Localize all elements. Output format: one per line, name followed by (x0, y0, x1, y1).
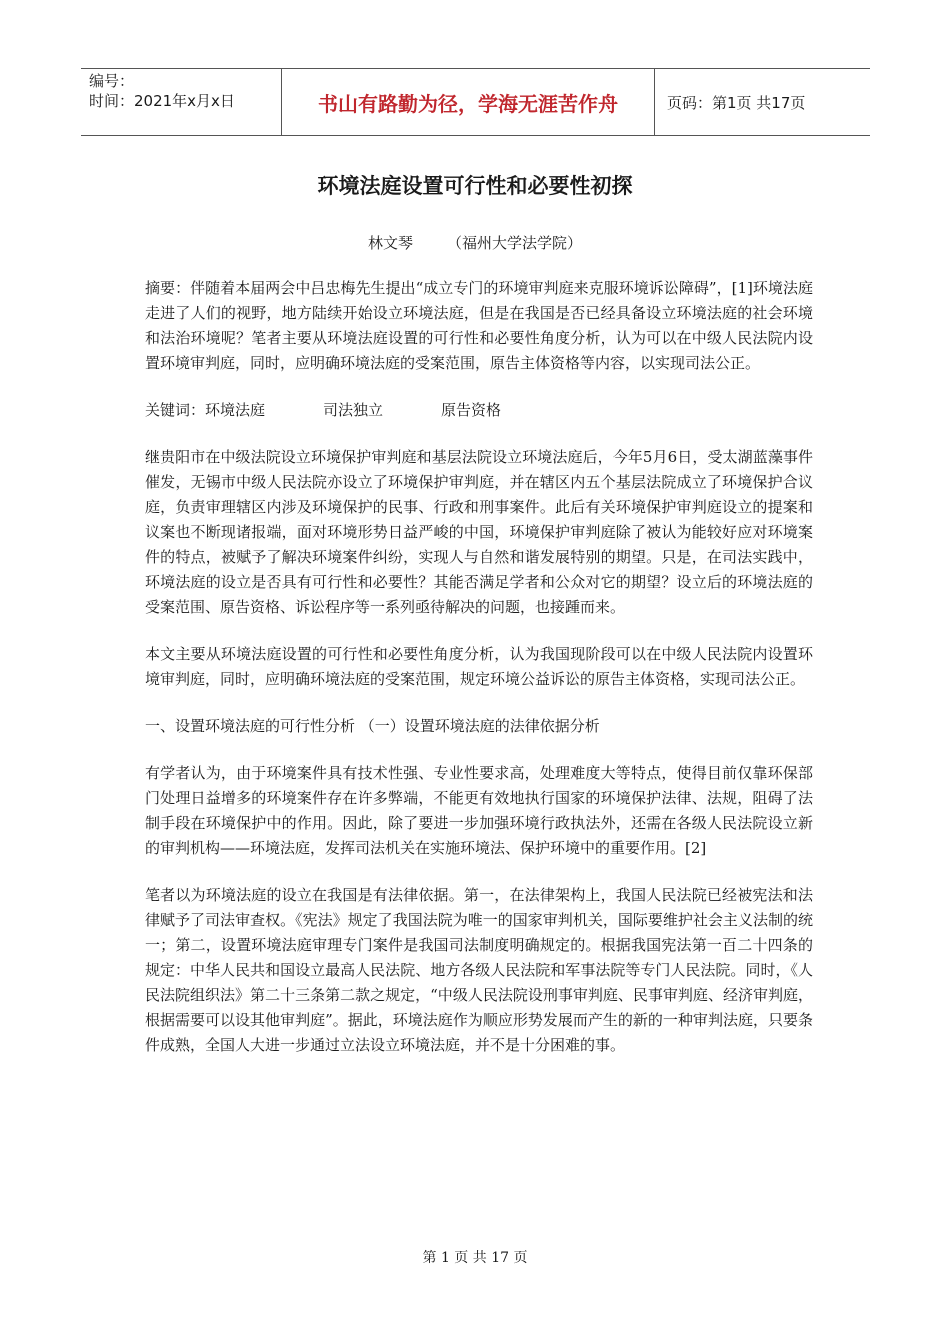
paragraph: 本文主要从环境法庭设置的可行性和必要性角度分析，认为我国现阶段可以在中级人民法院内设置环境审判庭，同时，应明确环境法庭的受案范围，规定环境公益诉讼的原告主体资格，实现司法公正。 (145, 645, 813, 688)
paragraph: 笔者以为环境法庭的设立在我国是有法律依据。第一，在法律架构上，我国人民法院已经被宪法和法律赋予了司法审查权。《宪法》规定了我国法院为唯一的国家审判机关，国际要维护社会主义法制的统一；第二，设置环境法庭审理专门案件是我国司法制度明确规定的。根据我国宪法第一百二十四条的规定：中华人民共和国设立最高人民法院、地方各级人民法院和军事法院等专门人民法院。同时，《人民法院组织法》第二十三条第二款之规定，“中级人民法院设刑事审判庭、民事审判庭、经济审判庭，根据需要可以设其他审判庭”。据此，环境法庭作为顺应形势发展而产生的新的一种审判法庭，只要条件成熟，全国人大进一步通过立法设立环境法庭，并不是十分困难的事。 (145, 886, 813, 1054)
keywords (145, 398, 813, 423)
page-footer: 第 1 页 共 17 页 (422, 1250, 528, 1266)
header-page-info: 页码：第1页 共17页 (667, 93, 806, 112)
author-name: 林文琴 (367, 234, 413, 252)
paragraph: 继贵阳市在中级法院设立环境保护审判庭和基层法院设立环境法庭后，今年5月6日，受太湖蓝藻事件催发，无锡市中级人民法院亦设立了环境保护审判庭，并在辖区内五个基层法院成立了环境保护合议庭，负责审理辖区内涉及环境保护的民事、行政和刑事案件。此后有关环境保护审判庭设立的提案和议案也不断现诸报端，面对环境形势日益严峻的中国，环境保护审判庭除了被认为能较好应对环境案件的特点，被赋予了解决环境案件纠纷，实现人与自然和谐发展特别的期望。只是，在司法实践中，环境法庭的设立是否具有可行性和必要性？其能否满足学者和公众对它的期望？设立后的环境法庭的受案范围、原告资格、诉讼程序等一系列亟待解决的问题，也接踵而来。 (145, 448, 813, 616)
author-line (0, 232, 950, 253)
header-meta (81, 69, 281, 135)
keyword-3: 原告资格 (441, 401, 502, 419)
keyword-1: 关键词：环境法庭 (145, 401, 266, 419)
document-body (145, 276, 813, 1080)
page-header (81, 68, 870, 136)
time-label: 时间：2021年x月x日 (89, 92, 235, 110)
paragraph: 有学者认为，由于环境案件具有技术性强、专业性要求高，处理难度大等特点，使得目前仅靠环保部门处理日益增多的环境案件存在许多弊端，不能更有效地执行国家的环境保护法律、法规，阻碍了法制手段在环境保护中的作用。因此，除了要进一步加强环境行政执法外，还需在各级人民法院设立新的审判机构——环境法庭，发挥司法机关在实施环境法、保护环境中的重要作用。[2] (145, 764, 813, 857)
number-label: 编号： (89, 72, 135, 90)
document-title: 环境法庭设置可行性和必要性初探 (317, 174, 633, 198)
header-slogan: 书山有路勤为径，学海无涯苦作舟 (281, 69, 655, 135)
abstract: 摘要：伴随着本届两会中吕忠梅先生提出“成立专门的环境审判庭来克服环境诉讼障碍”，[1]环境法庭走进了人们的视野，地方陆续开始设立环境法庭，但是在我国是否已经具备设立环境法庭的社会环境和法治环境呢？笔者主要从环境法庭设置的可行性和必要性角度分析，认为可以在中级人民法院内设置环境审判庭，同时，应明确环境法庭的受案范围，原告主体资格等内容，以实现司法公正。 (145, 279, 813, 372)
keyword-2: 司法独立 (323, 401, 384, 419)
author-affiliation: （福州大学法学院） (447, 234, 583, 252)
section-heading: 一、设置环境法庭的可行性分析 （一）设置环境法庭的法律依据分析 (145, 717, 600, 735)
